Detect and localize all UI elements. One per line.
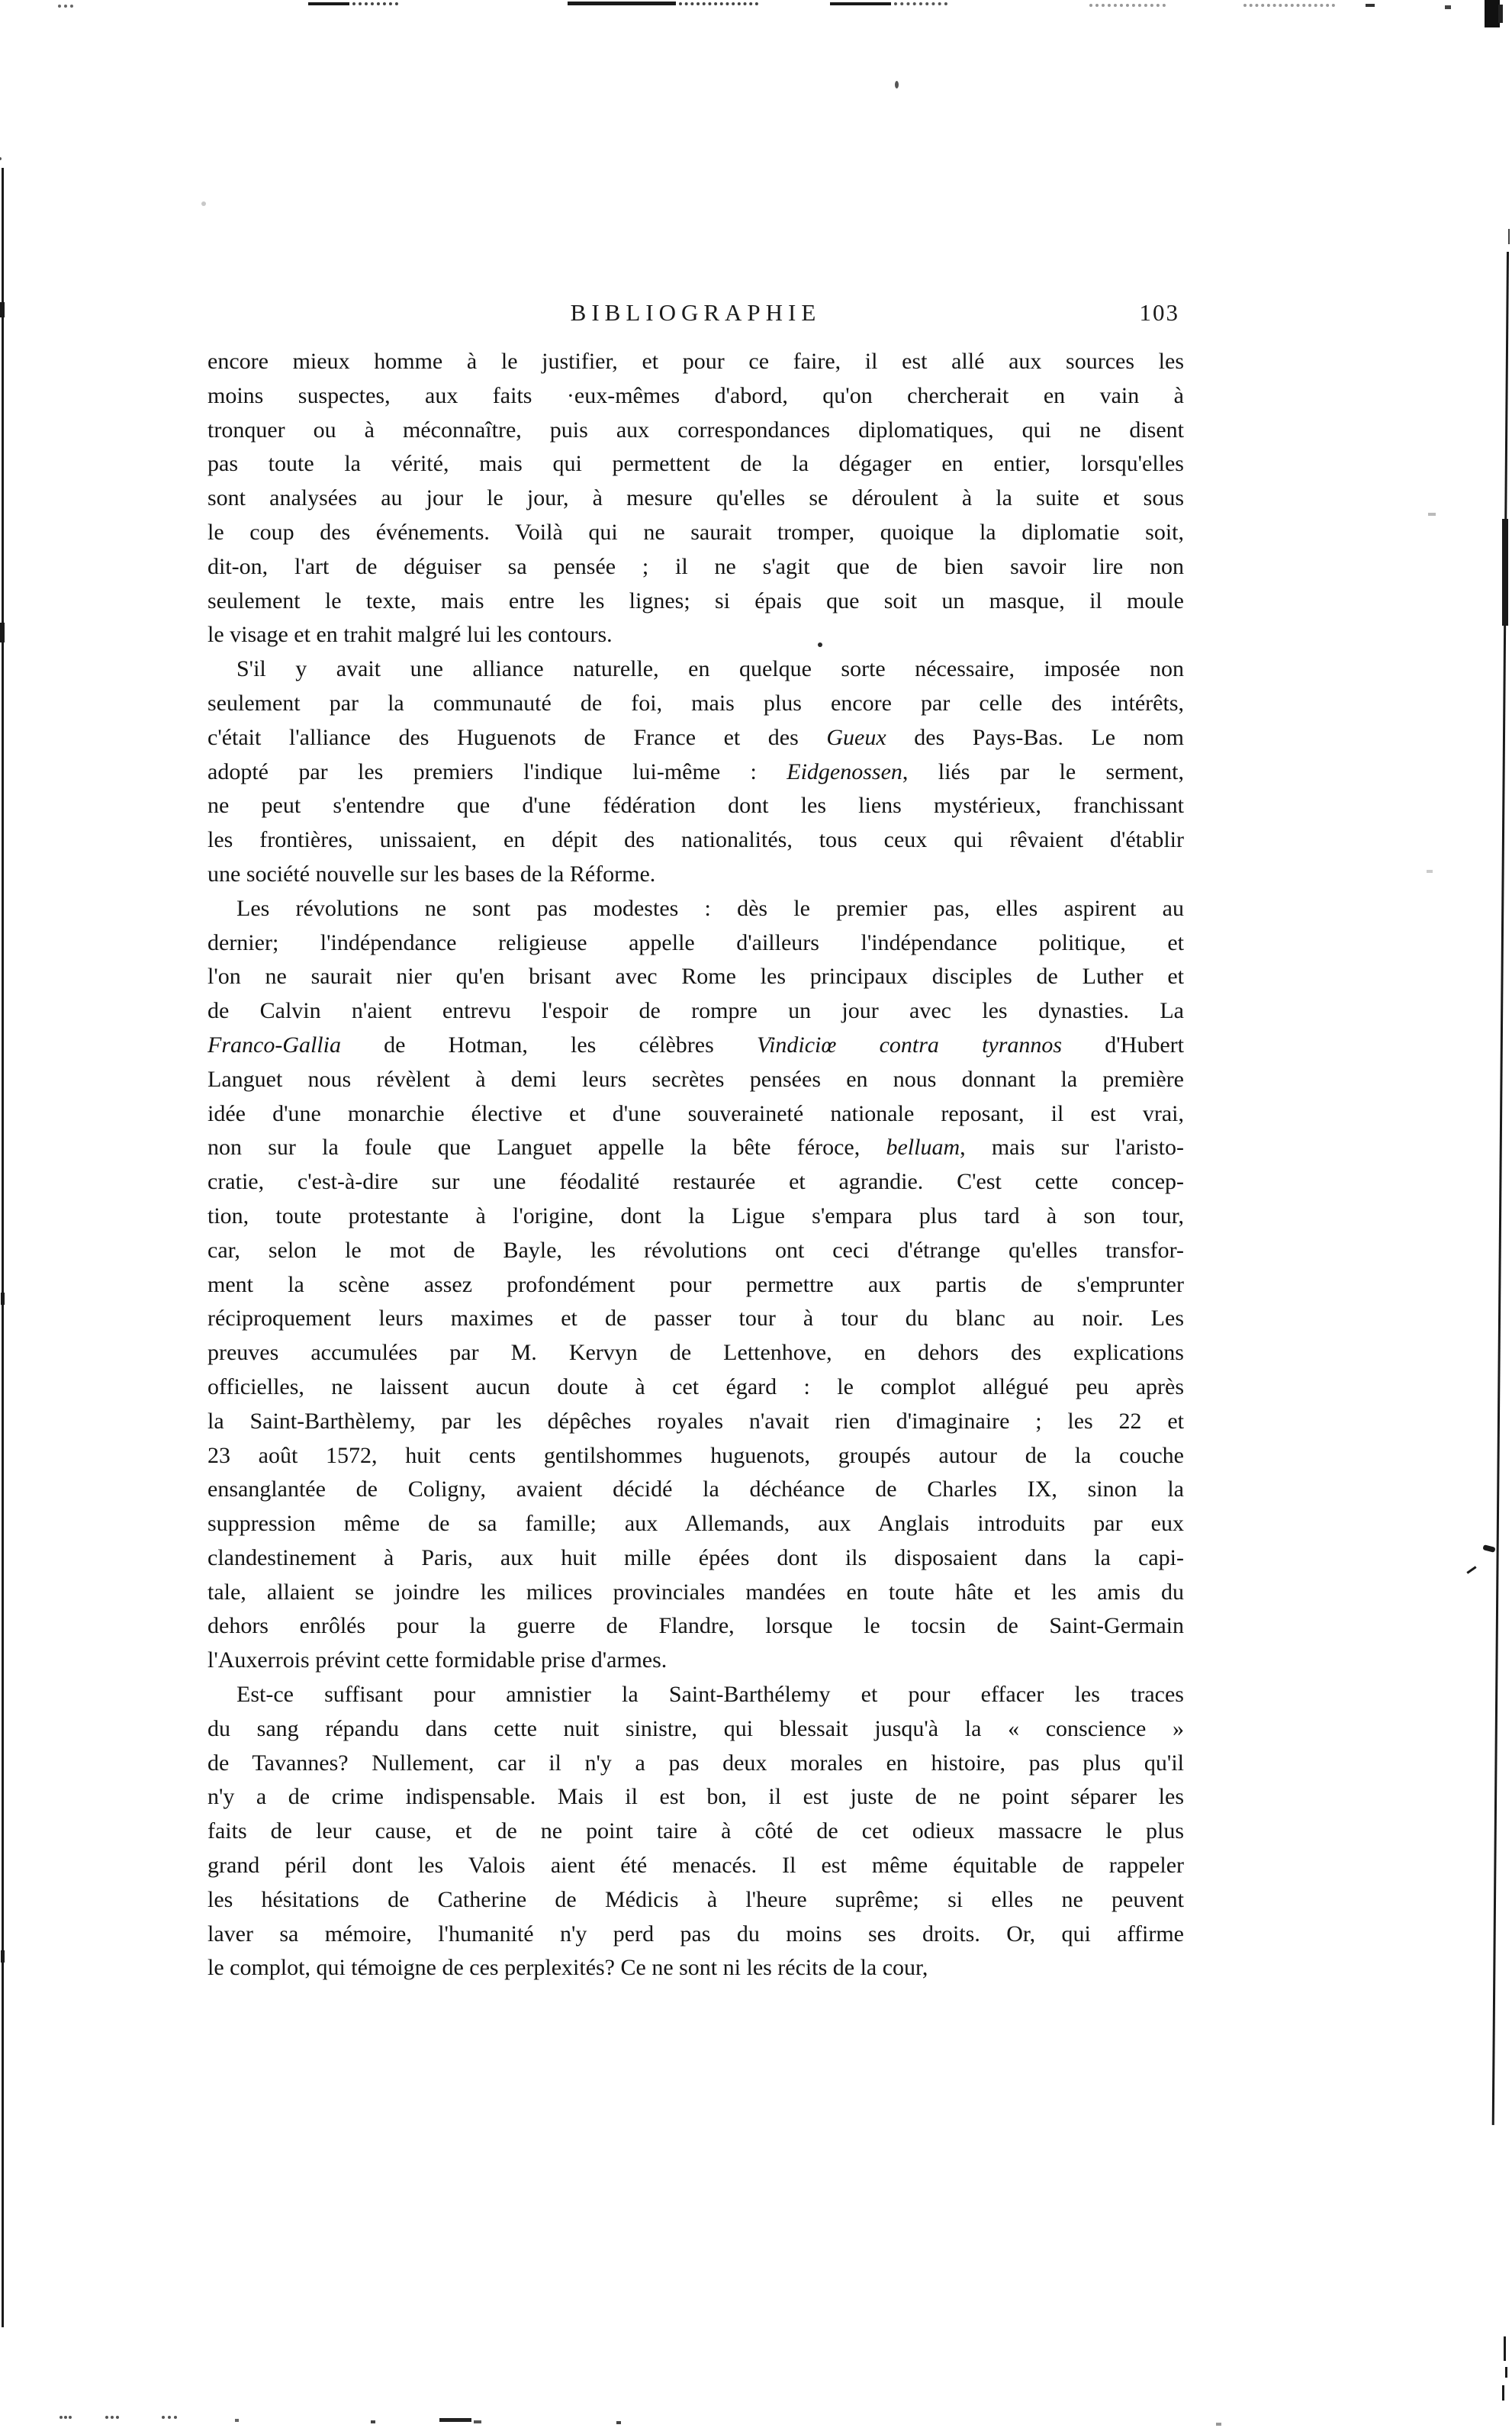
text-line: grand péril dont les Valois aient été menacés. Il est même équitable de rappeler	[207, 1853, 1184, 1879]
scan-mark	[1482, 1544, 1495, 1553]
scan-edge-blob	[1502, 519, 1508, 626]
text-line: Les révolutions ne sont pas modestes : dès le premier pas, elles aspirent au	[236, 895, 1184, 921]
scan-artifact	[1508, 229, 1510, 244]
text-line: Franco-Gallia de Hotman, les célèbres Vindiciœ contra tyrannos d'Hubert	[207, 1032, 1184, 1058]
scan-artifact	[679, 2, 758, 5]
scan-artifact	[105, 2416, 119, 2419]
text-line: car, selon le mot de Bayle, les révolutions ont ceci d'étrange qu'elles transfor-	[207, 1237, 1184, 1263]
scan-speck	[1428, 513, 1436, 516]
scan-artifact	[568, 2, 676, 5]
text-line: du sang répandu dans cette nuit sinistre, qui blessait jusqu'à la « conscience »	[207, 1715, 1184, 1741]
scan-edge-line-left-top	[0, 157, 2, 160]
text-line: moins suspectes, aux faits ·eux-mêmes d'abord, qu'on chercherait en vain à	[207, 382, 1184, 408]
text-line: dernier; l'indépendance religieuse appelle d'ailleurs l'indépendance politique, et	[207, 929, 1184, 955]
page-header	[207, 299, 1184, 330]
scan-artifact	[1366, 4, 1375, 7]
text-line: encore mieux homme à le justifier, et pour ce faire, il est allé aux sources les	[207, 349, 1184, 374]
text-line: de Tavannes? Nullement, car il n'y a pas deux morales en histoire, pas plus qu'il	[207, 1750, 1184, 1776]
scan-speck	[616, 2421, 621, 2424]
text-line: officielles, ne laissent aucun doute à cet égard : le complot allégué peu après	[207, 1373, 1184, 1399]
scan-artifact	[1089, 4, 1166, 7]
text-line: une société nouvelle sur les bases de la Réforme.	[207, 861, 656, 887]
text-line: l'Auxerrois prévint cette formidable prise d'armes.	[207, 1647, 668, 1673]
scan-artifact	[1505, 2367, 1507, 2378]
text-line: ment la scène assez profondément pour permettre aux partis de s'emprunter	[207, 1271, 1184, 1297]
scan-artifact	[830, 2, 891, 5]
text-line: Languet nous révèlent à demi leurs secrètes pensées en nous donnant la première	[207, 1066, 1184, 1092]
text-line: sont analysées au jour le jour, à mesure qu'elles se déroulent à la suite et sous	[207, 485, 1184, 511]
scan-speck	[201, 201, 206, 206]
scan-speck	[235, 2419, 239, 2422]
text-line: tion, toute protestante à l'origine, dont la Ligue s'empara plus tard à son tour,	[207, 1203, 1184, 1228]
text-line: ensanglantée de Coligny, avaient décidé la déchéance de Charles IX, sinon la	[207, 1476, 1184, 1502]
text-line: seulement par la communauté de foi, mais plus encore par celle des intérêts,	[207, 690, 1184, 716]
running-title: BIBLIOGRAPHIE	[570, 299, 822, 326]
scan-speck	[895, 81, 899, 89]
text-line: preuves accumulées par M. Kervyn de Lettenhove, en dehors des explications	[207, 1340, 1184, 1366]
scan-artifact	[162, 2416, 177, 2419]
text-line: idée d'une monarchie élective et d'une souveraineté nationale reposant, il est vrai,	[207, 1100, 1184, 1126]
scan-artifact	[1502, 2385, 1504, 2401]
scan-artifact	[894, 2, 947, 5]
text-block	[207, 345, 1184, 1985]
scan-artifact	[439, 2418, 471, 2422]
scan-artifact	[1445, 5, 1451, 9]
text-line: Est-ce suffisant pour amnistier la Saint-Barthélemy et pour effacer les traces	[236, 1682, 1184, 1708]
page-number: 103	[1139, 299, 1179, 326]
scan-artifact	[60, 2416, 72, 2419]
text-line: la Saint-Barthèlemy, par les dépêches royales n'avait rien d'imaginaire ; les 22 et	[207, 1408, 1184, 1434]
scan-speck	[818, 642, 822, 647]
scan-artifact	[1504, 2336, 1506, 2361]
scan-edge-line-left	[2, 168, 4, 2327]
scan-speck	[474, 2420, 481, 2423]
text-line: suppression même de sa famille; aux Allemands, aux Anglais introduits par eux	[207, 1511, 1184, 1537]
text-line: dit-on, l'art de déguiser sa pensée ; il ne s'agit que de bien savoir lire non	[207, 553, 1184, 579]
text-line: seulement le texte, mais entre les lignes; si épais que soit un masque, il moule	[207, 588, 1184, 613]
text-line: l'on ne saurait nier qu'en brisant avec Rome les principaux disciples de Luther et	[207, 964, 1184, 990]
text-line: ne peut s'entendre que d'une fédération dont les liens mystérieux, franchissant	[207, 793, 1184, 819]
scan-speck	[1216, 2423, 1221, 2426]
text-line: faits de leur cause, et de ne point taire à côté de cet odieux massacre le plus	[207, 1818, 1184, 1844]
scan-corner-blob	[1485, 0, 1500, 27]
scan-speck	[371, 2420, 375, 2423]
text-line: cratie, c'est-à-dire sur une féodalité restaurée et agrandie. C'est cette concep-	[207, 1169, 1184, 1195]
text-line: les frontières, unissaient, en dépit des nationalités, tous ceux qui rêvaient d'établir	[207, 827, 1184, 853]
text-line: le coup des événements. Voilà qui ne saurait tromper, quoique la diplomatie soit,	[207, 519, 1184, 545]
scan-edge-blob	[0, 302, 5, 317]
text-line: non sur la foule que Languet appelle la bête féroce, belluam, mais sur l'aristo-	[207, 1135, 1184, 1161]
text-line: dehors enrôlés pour la guerre de Flandre, lorsque le tocsin de Saint-Germain	[207, 1613, 1184, 1639]
scan-artifact	[58, 5, 73, 8]
scan-artifact	[352, 2, 398, 5]
scan-edge-blob	[1, 1950, 5, 1963]
scan-mark	[1466, 1566, 1476, 1573]
text-line: le complot, qui témoigne de ces perplexités? Ce ne sont ni les récits de la cour,	[207, 1955, 928, 1981]
text-line: c'était l'alliance des Huguenots de France et des Gueux des Pays-Bas. Le nom	[207, 724, 1184, 750]
text-line: clandestinement à Paris, aux huit mille épées dont ils disposaient dans la capi-	[207, 1544, 1184, 1570]
text-line: les hésitations de Catherine de Médicis à l'heure suprême; si elles ne peuvent	[207, 1886, 1184, 1912]
text-line: le visage et en trahit malgré lui les contours.	[207, 622, 613, 648]
text-line: de Calvin n'aient entrevu l'espoir de rompre un jour avec les dynasties. La	[207, 998, 1184, 1024]
text-line: adopté par les premiers l'indique lui-même : Eidgenossen, liés par le serment,	[207, 758, 1184, 784]
text-line: n'y a de crime indispensable. Mais il est bon, il est juste de ne point séparer les	[207, 1784, 1184, 1810]
text-line: 23 août 1572, huit cents gentilshommes huguenots, groupés autour de la couche	[207, 1442, 1184, 1468]
text-line: laver sa mémoire, l'humanité n'y perd pas du moins ses droits. Or, qui affirme	[207, 1921, 1184, 1947]
text-line: tale, allaient se joindre les milices provinciales mandées en toute hâte et les amis du	[207, 1579, 1184, 1605]
text-line: pas toute la vérité, mais qui permettent de la dégager en entier, lorsqu'elles	[207, 451, 1184, 477]
scan-edge-blob	[1, 1293, 5, 1305]
scan-artifact	[1498, 5, 1503, 23]
scan-speck	[1427, 870, 1433, 873]
scan-artifact	[1243, 4, 1335, 7]
scan-artifact	[308, 2, 349, 5]
text-line: S'il y avait une alliance naturelle, en quelque sorte nécessaire, imposée non	[236, 656, 1184, 682]
text-line: tronquer ou à méconnaître, puis aux correspondances diplomatiques, qui ne disent	[207, 417, 1184, 443]
text-line: réciproquement leurs maximes et de passer tour à tour du blanc au noir. Les	[207, 1306, 1184, 1332]
scan-edge-blob	[0, 623, 5, 642]
